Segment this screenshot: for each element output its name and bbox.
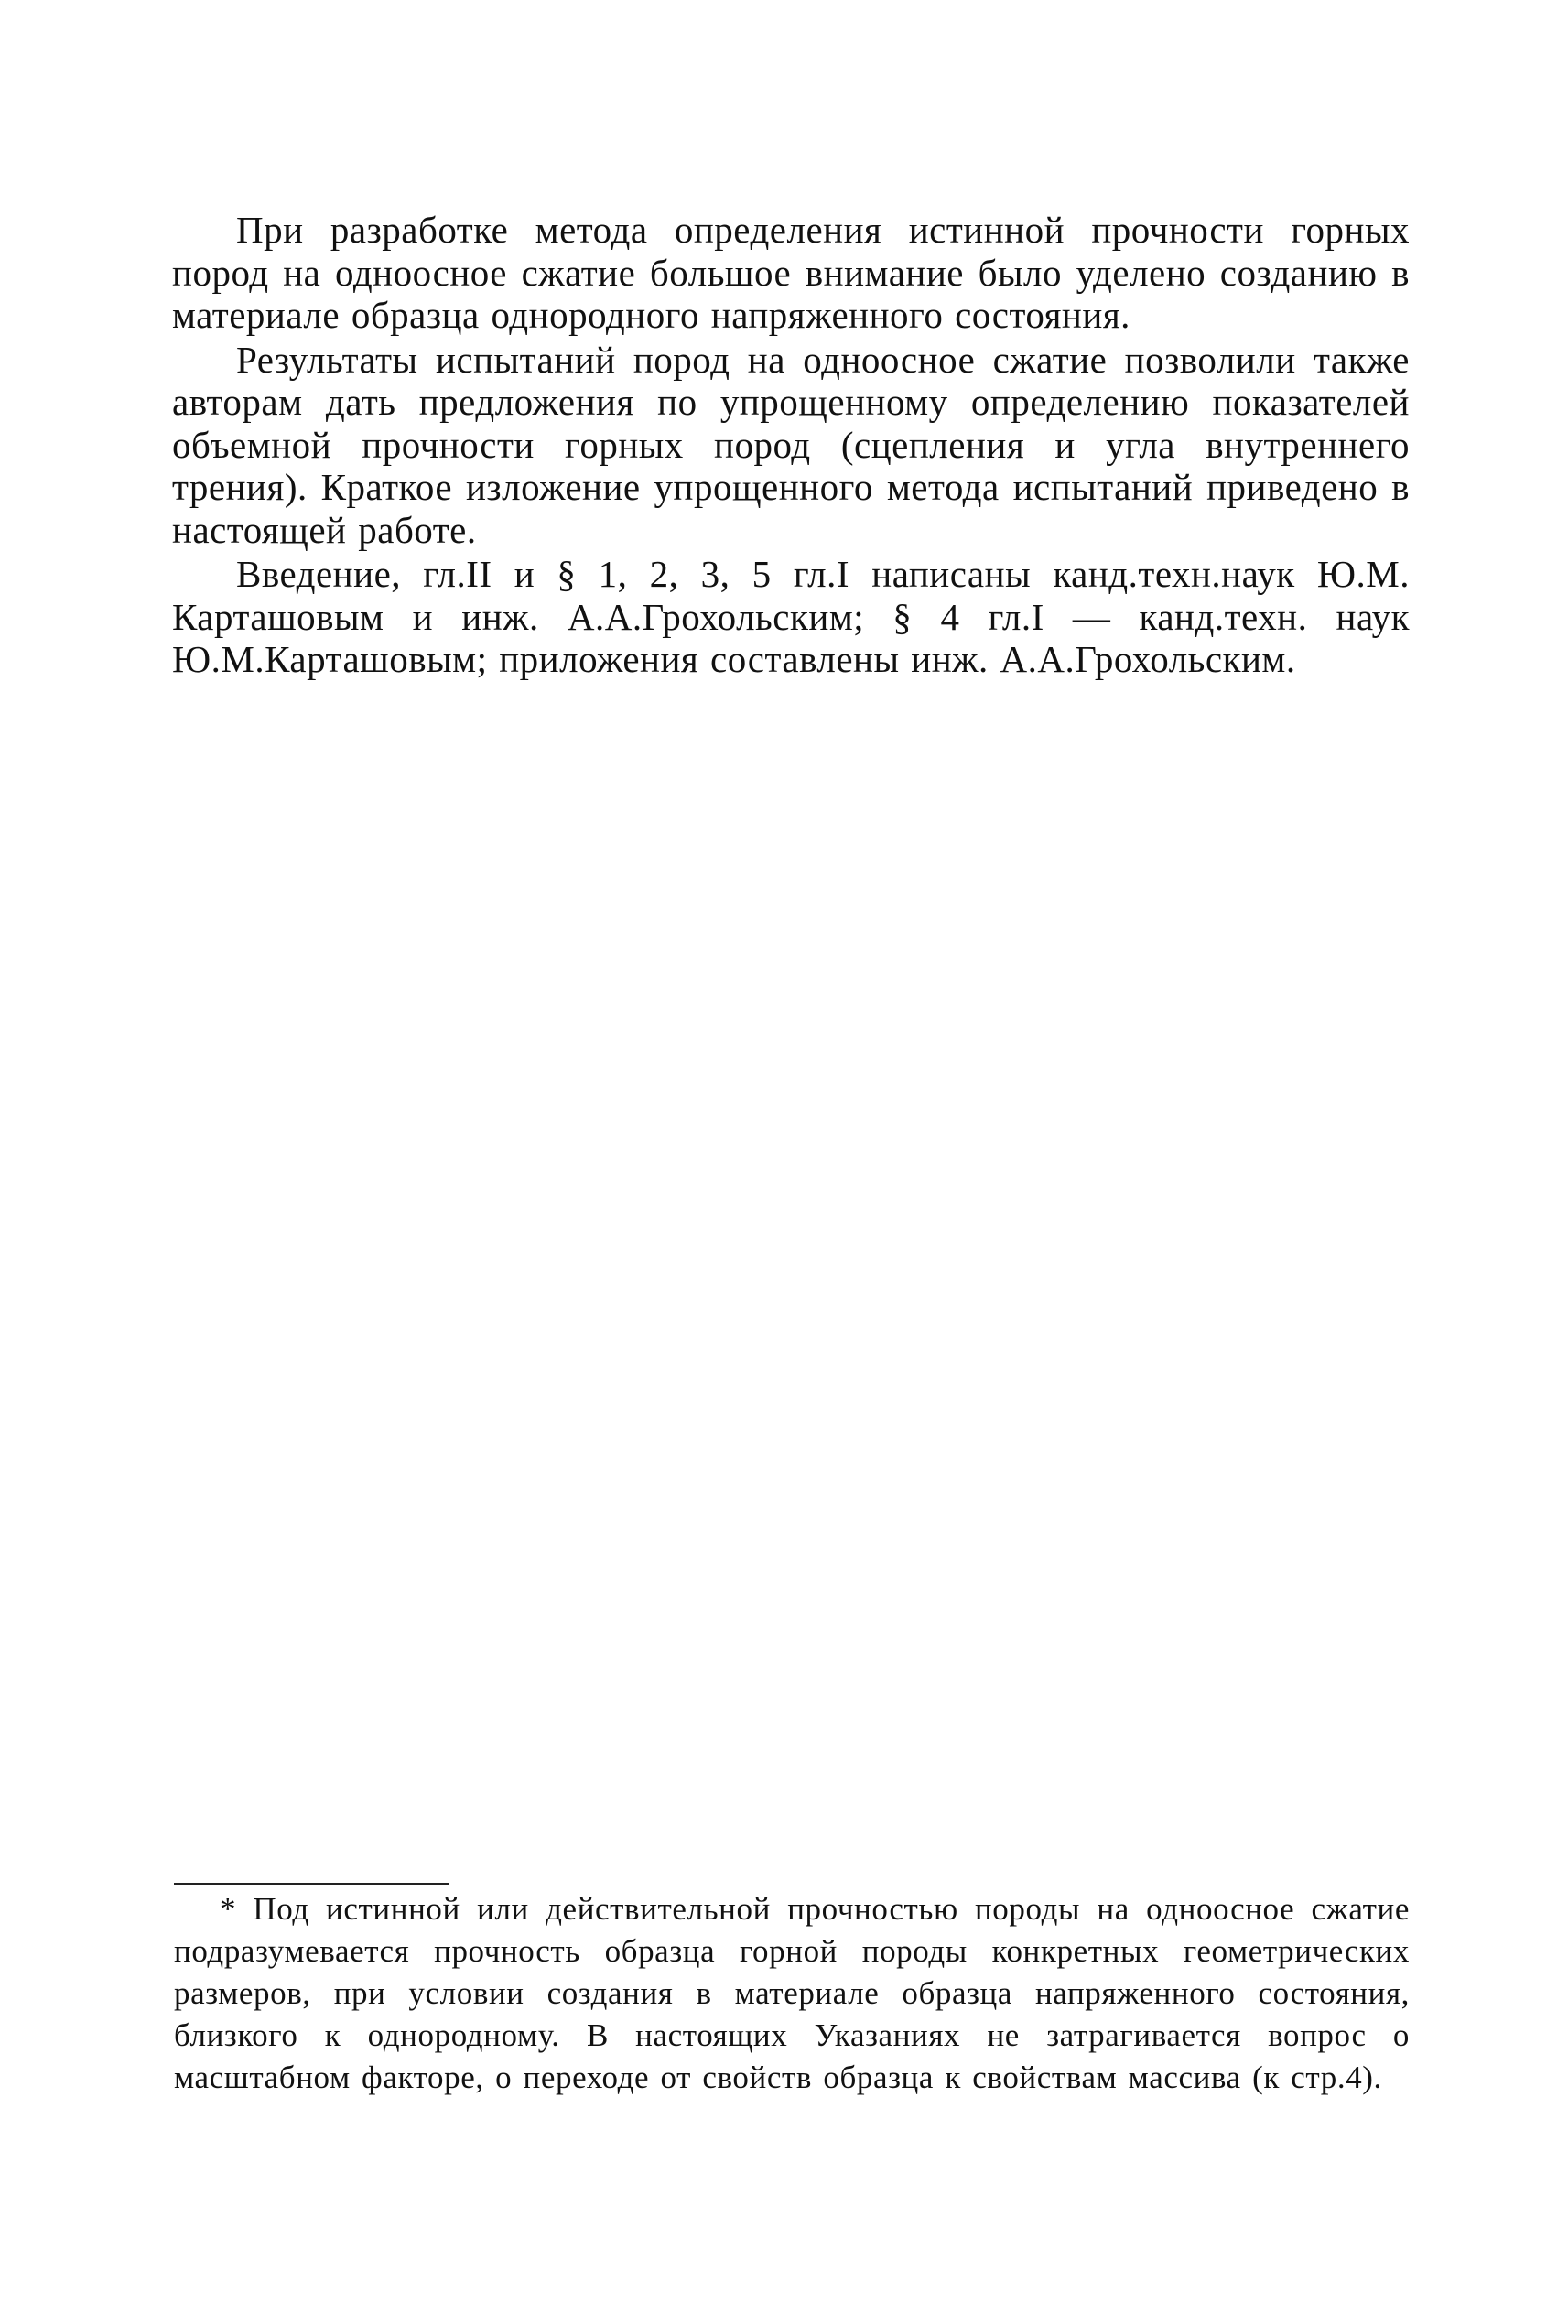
paragraph-results: Результаты испытаний пород на одноосное сжатие позволили также авторам дать предложения по упрощенному определению показателей объемной прочности горных пород (сцепления и угла внутреннего трения). Краткое изложение упрощенного метода испытаний приведено в настоящей работе.	[172, 338, 1410, 551]
footnote	[174, 1888, 1410, 2099]
main-text	[172, 209, 1410, 683]
paragraph-authors: Введение, гл.II и § 1, 2, 3, 5 гл.I написаны канд.техн.наук Ю.М. Карташовым и инж. А.А.Грохольским; § 4 гл.I — канд.техн. наук Ю.М.Карташовым; приложения составлены инж. А.А.Грохольским.	[172, 553, 1410, 680]
footnote-text: * Под истинной или действительной прочностью породы на одноосное сжатие подразумевается прочность образца горной породы конкретных геометрических размеров, при условии создания в материале образца напряженного состояния, близкого к однородному. В настоящих Указаниях не затрагивается вопрос о масштабном факторе, о переходе от свойств образца к свойствам массива (к стр.4).	[174, 1891, 1410, 2095]
paragraph-method: При разработке метода определения истинной прочности горных пород на одноосное сжатие большое внимание было уделено созданию в материале образца однородного напряженного состояния.	[172, 209, 1410, 336]
footnote-divider	[174, 1883, 449, 1885]
